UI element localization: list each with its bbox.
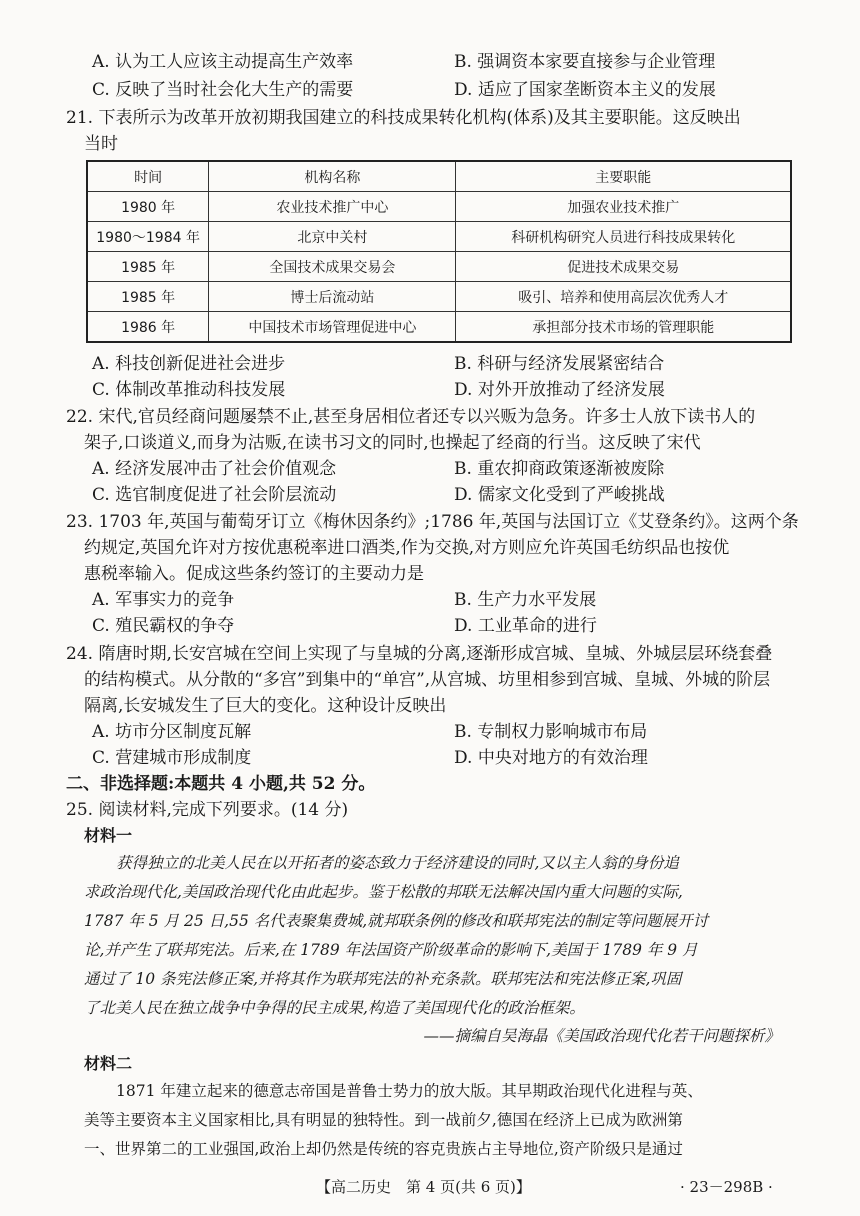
q21-stem-line2: 当时 [84,134,118,154]
q22-stem-line2: 架子,口谈道义,而身为沽贩,在读书习文的同时,也操起了经商的行当。这反映了宋代 [84,433,701,453]
table-cell: 1986 年 [87,312,209,343]
q23-stem-line3: 惠税率输入。促成这些条约签订的主要动力是 [84,564,424,584]
table-cell: 承担部分技术市场的管理职能 [456,312,791,343]
table-cell: 全国技术成果交易会 [209,252,456,282]
section-heading: 二、非选择题:本题共 4 小题,共 52 分。 [66,774,376,794]
q22-option-c: C. 选官制度促进了社会阶层流动 [92,485,337,505]
q22-option-a: A. 经济发展冲击了社会价值观念 [92,459,337,479]
page-footer: 【高二历史 第 4 页(共 6 页)】 [316,1178,531,1196]
q20-option-a: A. 认为工人应该主动提高生产效率 [92,52,354,72]
q21-option-b: B. 科研与经济发展紧密结合 [454,354,665,374]
table-row [87,252,791,282]
q24-option-a: A. 坊市分区制度瓦解 [92,722,252,742]
q21-option-a: A. 科技创新促进社会进步 [92,354,286,374]
table-cell: 1980 年 [87,192,209,222]
material-1-line: 通过了 10 条宪法修正案,并将其作为联邦宪法的补充条款。联邦宪法和宪法修正案,巩固 [84,970,682,988]
table-row [87,222,791,252]
q20-option-b: B. 强调资本家要直接参与企业管理 [454,52,716,72]
table-cell: 1980～1984 年 [87,222,209,252]
q21-option-c: C. 体制改革推动科技发展 [92,380,286,400]
table-row [87,282,791,312]
q23-stem-line1: 23. 1703 年,英国与葡萄牙订立《梅休因条约》;1786 年,英国与法国订立《艾登条约》。这两个条 [66,512,799,532]
material-2-line: 一、世界第二的工业强国,政治上却仍然是传统的容克贵族占主导地位,资产阶级只是通过 [84,1140,683,1158]
table-cell: 1985 年 [87,282,209,312]
q24-stem-line1: 24. 隋唐时期,长安宫城在空间上实现了与皇城的分离,逐渐形成宫城、皇城、外城层层环绕套叠 [66,644,773,664]
table-header-cell: 机构名称 [209,161,456,192]
q23-stem-line2: 约规定,英国允许对方按优惠税率进口酒类,作为交换,对方则应允许英国毛纺织品也按优 [84,538,730,558]
q24-stem-line3: 隔离,长安城发生了巨大的变化。这种设计反映出 [84,696,447,716]
material-1-line: 论,并产生了联邦宪法。后来,在 1789 年法国资产阶级革命的影响下,美国于 1789 年 9 月 [84,941,698,959]
q23-option-b: B. 生产力水平发展 [454,590,597,610]
table-cell: 1985 年 [87,252,209,282]
table-cell: 中国技术市场管理促进中心 [209,312,456,343]
table-cell: 吸引、培养和使用高层次优秀人才 [456,282,791,312]
table-cell: 加强农业技术推广 [456,192,791,222]
q22-stem-line1: 22. 宋代,官员经商问题屡禁不止,甚至身居相位者还专以兴贩为急务。许多士人放下读书人的 [66,407,756,427]
material-2-title: 材料二 [84,1054,133,1073]
q22-option-d: D. 儒家文化受到了严峻挑战 [454,485,665,505]
q23-option-c: C. 殖民霸权的争夺 [92,616,235,636]
q24-stem-line2: 的结构模式。从分散的“多宫”到集中的“单宫”,从宫城、坊里相参到宫城、皇城、外城的阶层 [84,670,771,690]
q23-option-d: D. 工业革命的进行 [454,616,597,636]
table-cell: 科研机构研究人员进行科技成果转化 [456,222,791,252]
table-cell: 促进技术成果交易 [456,252,791,282]
material-2-line: 1871 年建立起来的德意志帝国是普鲁士势力的放大版。其早期政治现代化进程与英、 [116,1082,703,1100]
q21-option-d: D. 对外开放推动了经济发展 [454,380,665,400]
q20-option-d: D. 适应了国家垄断资本主义的发展 [454,80,716,100]
material-1-line: 求政治现代化,美国政治现代化由此起步。鉴于松散的邦联无法解决国内重大问题的实际, [84,883,683,901]
table-cell: 北京中关村 [209,222,456,252]
q21-table [86,160,792,343]
table-header-cell: 时间 [87,161,209,192]
material-1-title: 材料一 [84,826,133,845]
table-row [87,192,791,222]
table-row [87,312,791,343]
material-1-line: 1787 年 5 月 25 日,55 名代表聚集费城,就邦联条例的修改和联邦宪法的制定等问题展开讨 [84,912,709,930]
table-cell: 农业技术推广中心 [209,192,456,222]
material-1-line: 获得独立的北美人民在以开拓者的姿态致力于经济建设的同时,又以主人翁的身份追 [116,854,679,872]
material-1-source: ——摘编自吴海晶《美国政治现代化若干问题探析》 [423,1027,780,1045]
paper-code: · 23－298B · [680,1178,773,1196]
table-cell: 博士后流动站 [209,282,456,312]
table-header-cell: 主要职能 [456,161,791,192]
q24-option-b: B. 专制权力影响城市布局 [454,722,648,742]
q20-option-c: C. 反映了当时社会化大生产的需要 [92,80,354,100]
q25-stem: 25. 阅读材料,完成下列要求。(14 分) [66,800,349,820]
q24-option-c: C. 营建城市形成制度 [92,748,252,768]
material-1-line: 了北美人民在独立战争中争得的民主成果,构造了美国现代化的政治框架。 [84,999,585,1017]
q21-stem-line1: 21. 下表所示为改革开放初期我国建立的科技成果转化机构(体系)及其主要职能。这反映出 [66,108,741,128]
table-header-row [87,161,791,192]
q24-option-d: D. 中央对地方的有效治理 [454,748,648,768]
material-2-line: 美等主要资本主义国家相比,具有明显的独特性。到一战前夕,德国在经济上已成为欧洲第 [84,1111,683,1129]
q23-option-a: A. 军事实力的竞争 [92,590,235,610]
q22-option-b: B. 重农抑商政策逐渐被废除 [454,459,665,479]
